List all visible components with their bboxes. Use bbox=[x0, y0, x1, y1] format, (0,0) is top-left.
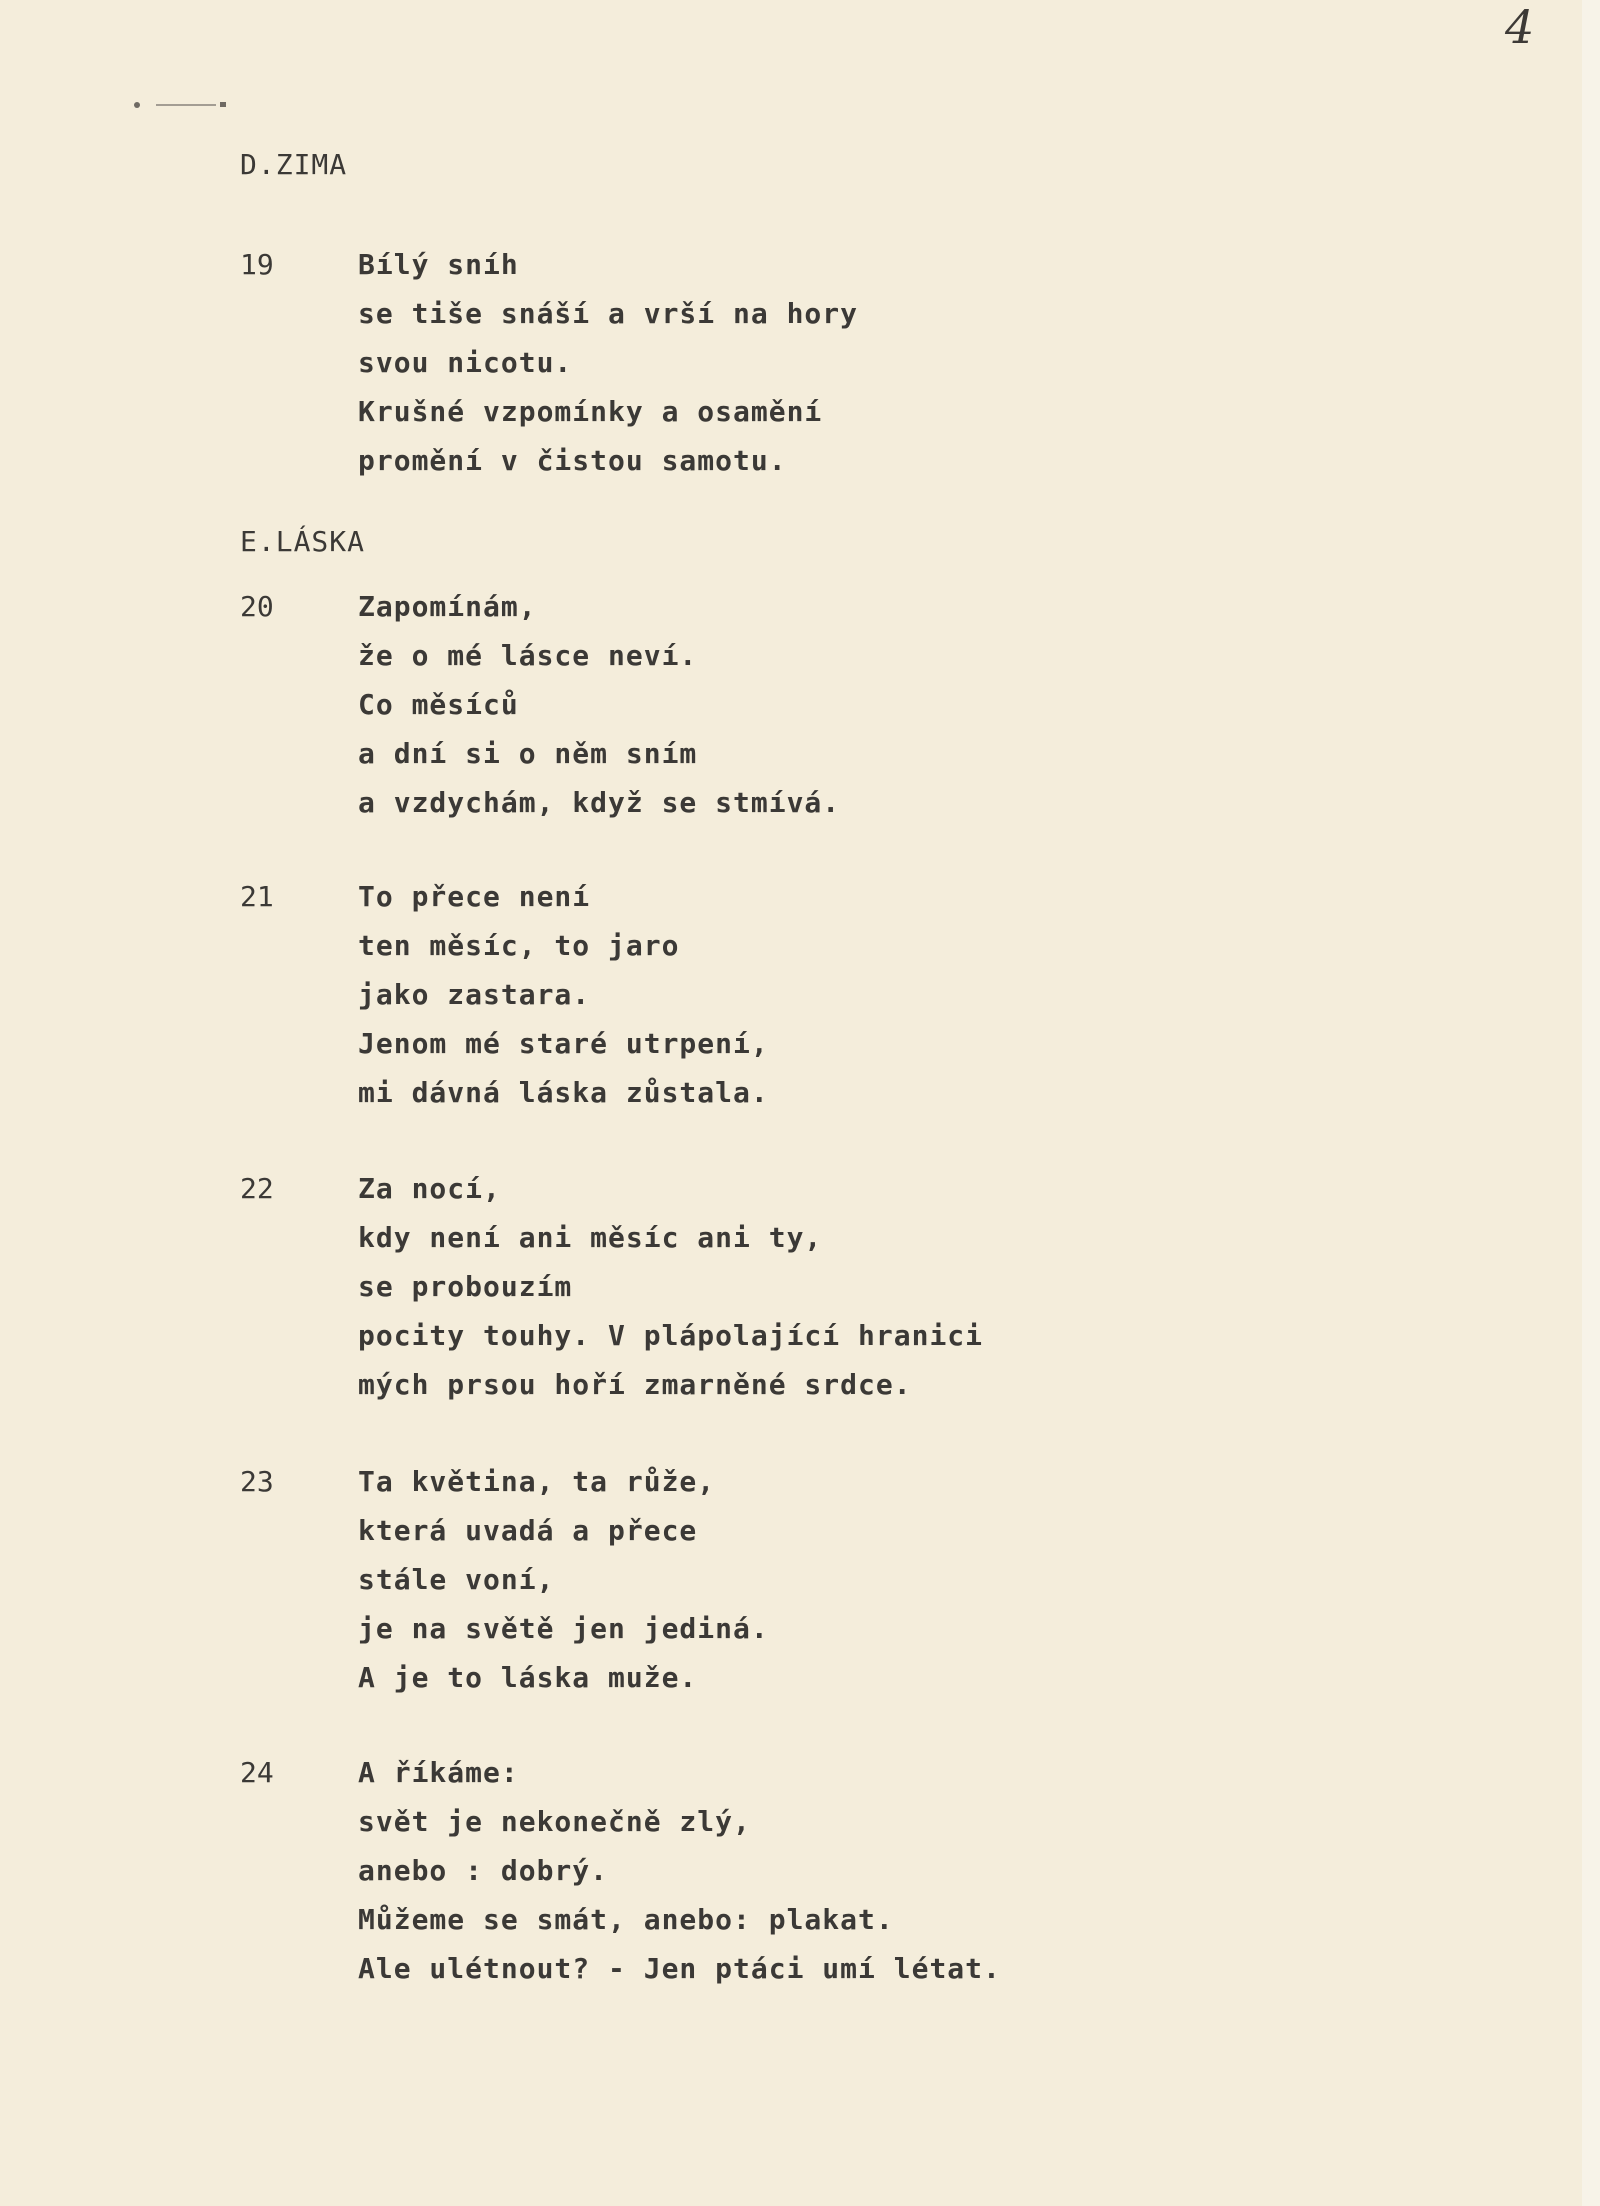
poem-line: která uvadá a přece bbox=[358, 1514, 698, 1547]
poem-line: je na světě jen jediná. bbox=[358, 1612, 769, 1645]
poem-line: se probouzím bbox=[358, 1270, 573, 1303]
poem-line: promění v čistou samotu. bbox=[358, 444, 787, 477]
poem-line: se tiše snáší a vrší na hory bbox=[358, 297, 859, 330]
poem-number: 24 bbox=[240, 1756, 274, 1789]
poem-line: mi dávná láska zůstala. bbox=[358, 1076, 769, 1109]
poem-line: Co měsíců bbox=[358, 688, 519, 721]
page-number: 4 bbox=[1505, 0, 1535, 54]
poem-line: stále voní, bbox=[358, 1563, 555, 1596]
poem-line: Jenom mé staré utrpení, bbox=[358, 1027, 769, 1060]
poem-line: Bílý sníh bbox=[358, 248, 519, 281]
poem-line: že o mé lásce neví. bbox=[358, 639, 698, 672]
poem-line: Za nocí, bbox=[358, 1172, 501, 1205]
poem-line: a dní si o něm sním bbox=[358, 737, 698, 770]
poem-line: ten měsíc, to jaro bbox=[358, 929, 680, 962]
poem-line: pocity touhy. V plápolající hranici bbox=[358, 1319, 984, 1352]
poem-line: svou nicotu. bbox=[358, 346, 573, 379]
poem-number: 22 bbox=[240, 1172, 274, 1205]
poem-line: Ta květina, ta růže, bbox=[358, 1465, 716, 1498]
poem-number: 21 bbox=[240, 880, 274, 913]
pencil-mark-dash bbox=[156, 104, 216, 106]
poem-line: kdy není ani měsíc ani ty, bbox=[358, 1221, 823, 1254]
pencil-mark bbox=[130, 96, 230, 116]
poem-line: anebo : dobrý. bbox=[358, 1854, 609, 1887]
poem-line: To přece není bbox=[358, 880, 591, 913]
section-heading-zima: D.ZIMA bbox=[240, 148, 348, 181]
poem-line: a vzdychám, když se stmívá. bbox=[358, 786, 841, 819]
poem-line: Ale ulétnout? - Jen ptáci umí létat. bbox=[358, 1952, 1001, 1985]
poem-number: 19 bbox=[240, 248, 274, 281]
section-heading-laska: E.LÁSKA bbox=[240, 525, 366, 558]
poem-line: jako zastara. bbox=[358, 978, 591, 1011]
poem-line: A říkáme: bbox=[358, 1756, 519, 1789]
pencil-mark-dot bbox=[134, 102, 140, 108]
poem-line: svět je nekonečně zlý, bbox=[358, 1805, 751, 1838]
poem-number: 23 bbox=[240, 1465, 274, 1498]
page-edge bbox=[1582, 0, 1600, 2206]
poem-number: 20 bbox=[240, 590, 274, 623]
poem-line: Krušné vzpomínky a osamění bbox=[358, 395, 823, 428]
pencil-mark-tick bbox=[220, 102, 226, 107]
poem-line: Můžeme se smát, anebo: plakat. bbox=[358, 1903, 894, 1936]
poem-line: Zapomínám, bbox=[358, 590, 537, 623]
poem-line: mých prsou hoří zmarněné srdce. bbox=[358, 1368, 912, 1401]
poem-line: A je to láska muže. bbox=[358, 1661, 698, 1694]
